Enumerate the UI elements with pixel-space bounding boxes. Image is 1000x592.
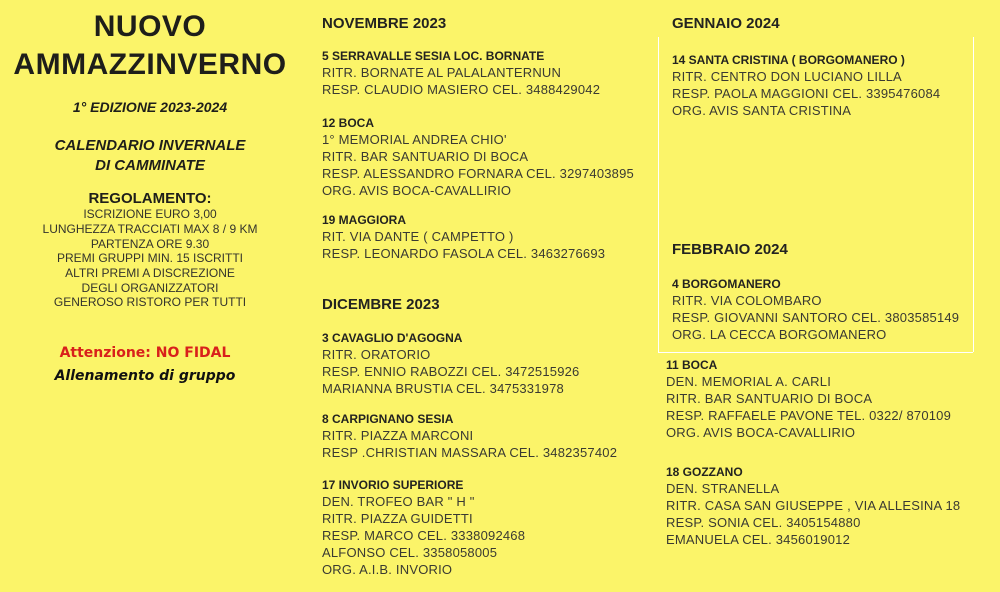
regolamento-line: LUNGHEZZA TRACCIATI MAX 8 / 9 KM	[42, 222, 258, 236]
event-line: DEN. STRANELLA	[666, 481, 780, 496]
event-line: RESP. GIOVANNI SANTORO CEL. 3803585149	[672, 310, 960, 325]
regolamento-line: ALTRI PREMI A DISCREZIONE	[65, 266, 235, 280]
event-line: RESP. PAOLA MAGGIONI CEL. 3395476084	[672, 86, 941, 101]
event-line: RESP. CLAUDIO MASIERO CEL. 3488429042	[322, 82, 601, 97]
event-line: RESP. MARCO CEL. 3338092468	[322, 528, 526, 543]
event-line: RITR. PIAZZA GUIDETTI	[322, 511, 473, 526]
event-line: RESP. ALESSANDRO FORNARA CEL. 3297403895	[322, 166, 634, 181]
event-line: RITR. CASA SAN GIUSEPPE , VIA ALLESINA 18	[666, 498, 961, 513]
event-line: ORG. A.I.B. INVORIO	[322, 562, 453, 577]
event-item	[322, 48, 600, 98]
event-line: EMANUELA CEL. 3456019012	[666, 532, 851, 547]
month-title-dicembre: DICEMBRE 2023	[322, 296, 440, 313]
notice-prefix: Attenzione:	[59, 345, 156, 361]
event-line: RESP. ENNIO RABOZZI CEL. 3472515926	[322, 364, 580, 379]
event-line: RITR. CENTRO DON LUCIANO LILLA	[672, 69, 902, 84]
event-item	[672, 276, 959, 343]
event-item	[322, 115, 634, 199]
event-line: RITR. BAR SANTUARIO DI BOCA	[322, 149, 529, 164]
regolamento-line: DEGLI ORGANIZZATORI	[81, 281, 219, 295]
notice-line	[0, 345, 290, 361]
month-title-febbraio: FEBBRAIO 2024	[672, 241, 788, 258]
event-line: RESP. LEONARDO FASOLA CEL. 3463276693	[322, 246, 606, 261]
event-item	[322, 212, 605, 262]
event-title: 17 INVORIO SUPERIORE	[322, 478, 464, 492]
event-item	[672, 52, 940, 119]
event-line: MARIANNA BRUSTIA CEL. 3475331978	[322, 381, 564, 396]
regolamento-line: PREMI GRUPPI MIN. 15 ISCRITTI	[56, 251, 244, 265]
month-title-gennaio: GENNAIO 2024	[672, 15, 780, 32]
event-line: RITR. PIAZZA MARCONI	[322, 428, 474, 443]
event-title: 12 BOCA	[322, 116, 375, 130]
box-bottom-border	[658, 352, 973, 353]
title-line-1: NUOVO	[93, 10, 207, 43]
event-line: DEN. TROFEO BAR " H "	[322, 494, 475, 509]
notice-highlight: NO FIDAL	[155, 345, 231, 361]
event-line: RITR. BORNATE AL PALALANTERNUN	[322, 65, 562, 80]
event-item	[666, 464, 960, 548]
subtitle-line-2: DI CAMMINATE	[95, 157, 205, 174]
edition-label: 1° EDIZIONE 2023-2024	[72, 99, 228, 115]
event-title: 11 BOCA	[666, 358, 718, 372]
regolamento-title: REGOLAMENTO:	[88, 190, 212, 207]
event-line: RESP. SONIA CEL. 3405154880	[666, 515, 861, 530]
event-item	[322, 330, 580, 397]
event-item	[322, 477, 525, 578]
event-line: RITR. BAR SANTUARIO DI BOCA	[666, 391, 873, 406]
event-line: RITR. ORATORIO	[322, 347, 431, 362]
box-left-border	[658, 37, 659, 352]
event-title: 3 CAVAGLIO D'AGOGNA	[322, 331, 463, 345]
event-line: DEN. MEMORIAL A. CARLI	[666, 374, 832, 389]
box-right-border	[973, 37, 974, 352]
event-title: 4 BORGOMANERO	[672, 277, 781, 291]
event-line: RESP .CHRISTIAN MASSARA CEL. 3482357402	[322, 445, 618, 460]
event-line: 1° MEMORIAL ANDREA CHIO'	[322, 132, 507, 147]
event-line: ALFONSO CEL. 3358058005	[322, 545, 498, 560]
event-title: 19 MAGGIORA	[322, 213, 407, 227]
event-line: ORG. AVIS BOCA-CAVALLIRIO	[322, 183, 512, 198]
regolamento-line: GENEROSO RISTORO PER TUTTI	[53, 295, 247, 309]
event-title: 8 CARPIGNANO SESIA	[322, 412, 454, 426]
event-line: RIT. VIA DANTE ( CAMPETTO )	[322, 229, 514, 244]
title-line-2: AMMAZZINVERNO	[13, 48, 287, 81]
event-title: 14 SANTA CRISTINA ( BORGOMANERO )	[672, 53, 905, 67]
event-item	[666, 357, 951, 441]
event-line: ORG. AVIS BOCA-CAVALLIRIO	[666, 425, 856, 440]
subtitle-line-1: CALENDARIO INVERNALE	[54, 137, 246, 154]
notice-subline: Allenamento di gruppo	[54, 368, 236, 384]
event-title: 5 SERRAVALLE SESIA LOC. BORNATE	[322, 49, 545, 63]
event-line: ORG. AVIS SANTA CRISTINA	[672, 103, 852, 118]
event-item	[322, 411, 617, 461]
month-title-novembre: NOVEMBRE 2023	[322, 15, 447, 32]
event-line: RITR. VIA COLOMBARO	[672, 293, 822, 308]
event-line: RESP. RAFFAELE PAVONE TEL. 0322/ 870109	[666, 408, 952, 423]
regolamento-line: ISCRIZIONE EURO 3,00	[83, 207, 217, 221]
event-title: 18 GOZZANO	[666, 465, 743, 479]
regolamento-line: PARTENZA ORE 9.30	[90, 237, 210, 251]
event-line: ORG. LA CECCA BORGOMANERO	[672, 327, 887, 342]
